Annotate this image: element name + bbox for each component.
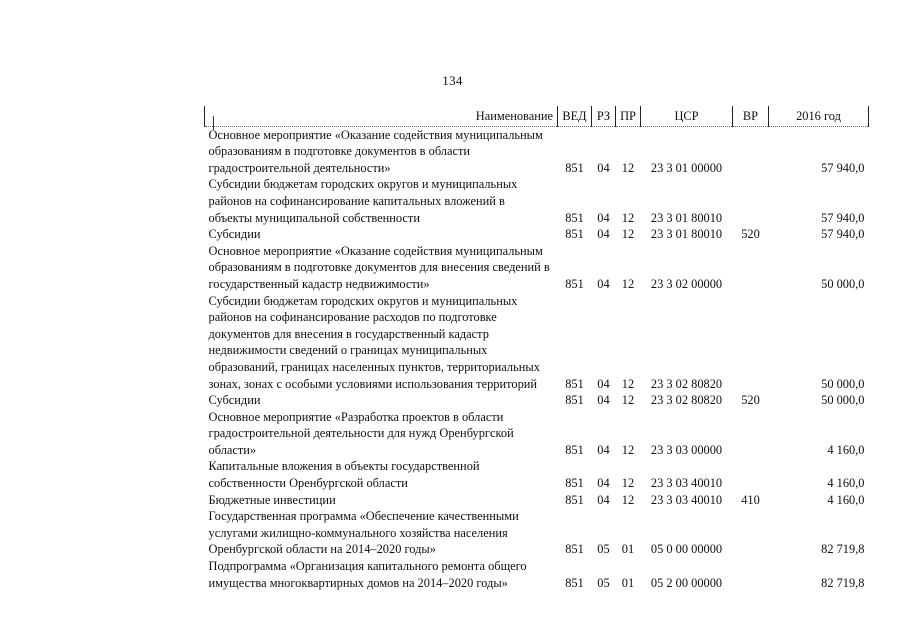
header-sum: 2016 год [769, 106, 869, 126]
cell-pr: 12 [621, 376, 635, 391]
cell-sum: 57 940,0 [821, 160, 865, 175]
cell-csr: 23 3 03 00000 [650, 442, 723, 457]
header-csr: ЦСР [641, 106, 733, 126]
cell-csr: 23 3 02 80820 [650, 376, 723, 391]
cell-vr: 520 [741, 227, 760, 242]
cell-ved: 851 [565, 476, 584, 491]
cell-csr: 23 3 03 40010 [650, 476, 723, 491]
cell-pr: 12 [621, 476, 635, 491]
cell-csr: 23 3 01 00000 [650, 160, 723, 175]
table-row [205, 458, 869, 491]
cell-rz: 04 [597, 492, 610, 507]
cell-name: Бюджетные инвестиции [208, 492, 336, 507]
cell-vr [733, 558, 769, 591]
cell-ved: 851 [565, 276, 584, 291]
cell-csr: 05 2 00 00000 [650, 575, 723, 590]
cell-csr: 05 0 00 00000 [650, 542, 723, 557]
cell-sum: 4 160,0 [827, 476, 865, 491]
cell-name: Субсидии [208, 393, 261, 408]
cell-pr: 01 [621, 575, 635, 590]
budget-table [204, 106, 869, 591]
table-row [205, 392, 869, 409]
cell-csr: 23 3 01 80010 [650, 227, 723, 242]
header-ved: ВЕД [558, 106, 592, 126]
cell-pr: 12 [621, 160, 635, 175]
table-row [205, 409, 869, 459]
cell-vr [733, 409, 769, 459]
cell-ved: 851 [565, 442, 584, 457]
table-row [205, 176, 869, 226]
cell-name: Субсидии [208, 227, 261, 242]
cell-vr: 520 [741, 393, 760, 408]
cell-csr: 23 3 02 80820 [650, 393, 723, 408]
table-row [205, 243, 869, 293]
cell-rz: 04 [597, 476, 610, 491]
cell-name: Субсидии бюджетам городских округов и муниципальных районов на софинансирование расходов по подготовке документов для внесения в государственный кадастр недвижимости сведений о границах муниципальных образований, границах населенных пунктов, территориальных зонах, зонах с особыми условиями использования территорий [208, 293, 540, 391]
cell-pr: 12 [621, 442, 635, 457]
cell-rz: 04 [597, 442, 610, 457]
cell-vr [733, 458, 769, 491]
cell-pr: 12 [621, 227, 635, 242]
cell-sum: 57 940,0 [821, 227, 865, 242]
cell-sum: 50 000,0 [821, 276, 865, 291]
table-row [205, 226, 869, 243]
cell-rz: 04 [597, 276, 610, 291]
cell-vr [733, 126, 769, 176]
table-row [205, 508, 869, 558]
cell-ved: 851 [565, 393, 584, 408]
cell-vr [733, 243, 769, 293]
cell-pr: 12 [621, 393, 635, 408]
header-pr: ПР [616, 106, 641, 126]
page-number: 134 [442, 73, 463, 88]
cell-vr [733, 508, 769, 558]
table-row [205, 126, 869, 176]
cell-pr: 01 [621, 542, 635, 557]
cell-ved: 851 [565, 542, 584, 557]
table-row [205, 492, 869, 509]
cell-sum: 50 000,0 [821, 393, 865, 408]
cell-ved: 851 [565, 210, 584, 225]
cell-rz: 04 [597, 210, 610, 225]
cell-vr: 410 [741, 492, 760, 507]
cell-sum: 50 000,0 [821, 376, 865, 391]
cell-pr: 12 [621, 276, 635, 291]
cell-ved: 851 [565, 227, 584, 242]
cell-name: Основное мероприятие «Оказание содействия муниципальным образованиям в подготовке документов в области градостроительной деятельности» [208, 127, 543, 175]
cell-sum: 4 160,0 [827, 492, 865, 507]
cell-rz: 04 [597, 160, 610, 175]
cell-vr [733, 176, 769, 226]
cell-rz: 05 [597, 575, 610, 590]
cell-vr [733, 293, 769, 393]
cell-ved: 851 [565, 575, 584, 590]
cell-ved: 851 [565, 492, 584, 507]
cell-name: Капитальные вложения в объекты государственной собственности Оренбургской области [208, 459, 480, 491]
header-row [205, 106, 869, 126]
table-row [205, 293, 869, 393]
table-row [205, 558, 869, 591]
cell-rz: 04 [597, 393, 610, 408]
header-vr: ВР [733, 106, 769, 126]
cell-rz: 04 [597, 227, 610, 242]
cell-ved: 851 [565, 160, 584, 175]
cell-sum: 4 160,0 [827, 442, 865, 457]
cell-csr: 23 3 01 80010 [650, 210, 723, 225]
cell-rz: 04 [597, 376, 610, 391]
cell-name: Государственная программа «Обеспечение качественными услугами жилищно-коммунального хозяйства населения Оренбургской области на 2014–2020 годы» [208, 509, 519, 557]
cell-rz: 05 [597, 542, 610, 557]
cell-sum: 82 719,8 [821, 542, 865, 557]
cell-pr: 12 [621, 492, 635, 507]
cell-name: Субсидии бюджетам городских округов и муниципальных районов на софинансирование капитальных вложений в объекты муниципальной собственности [208, 177, 518, 225]
cell-name: Основное мероприятие «Оказание содействия муниципальным образованиям в подготовке документов для внесения сведений в государственный кадастр недвижимости» [208, 243, 550, 291]
cell-ved: 851 [565, 376, 584, 391]
cell-csr: 23 3 03 40010 [650, 492, 723, 507]
cell-csr: 23 3 02 00000 [650, 276, 723, 291]
cell-name: Подпрограмма «Организация капитального ремонта общего имущества многоквартирных домов на 2014–2020 годы» [208, 559, 527, 590]
header-name: Наименование [205, 106, 558, 126]
header-rz: РЗ [592, 106, 616, 126]
cell-sum: 57 940,0 [821, 210, 865, 225]
cell-sum: 82 719,8 [821, 575, 865, 590]
cell-name: Основное мероприятие «Разработка проектов в области градостроительной деятельности для нужд Оренбургской области» [208, 409, 514, 457]
cell-pr: 12 [621, 210, 635, 225]
